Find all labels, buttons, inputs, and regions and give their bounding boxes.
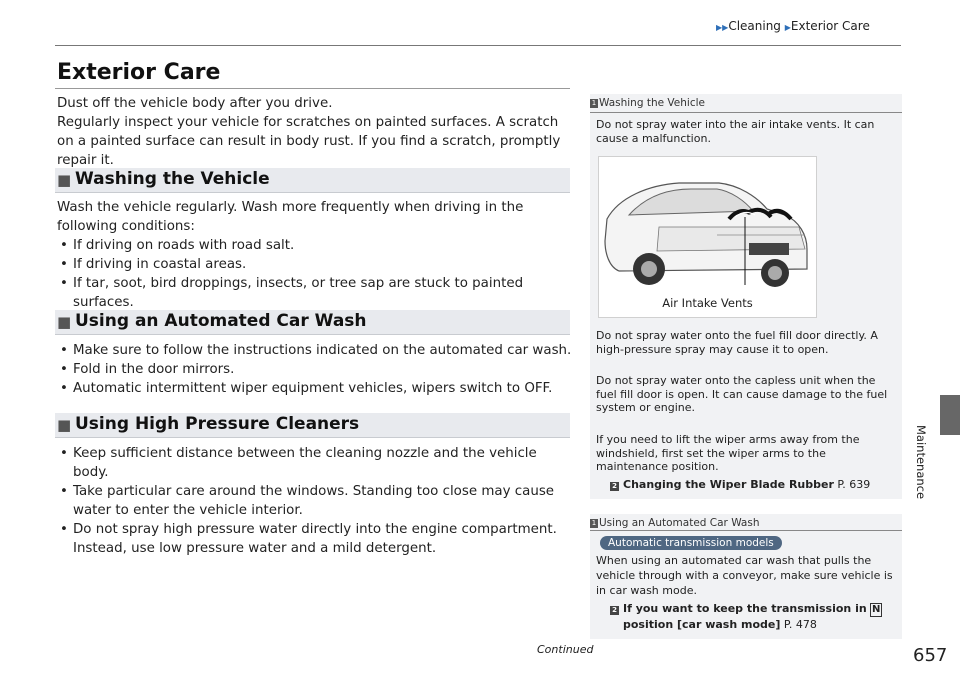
high-pressure-list — [57, 444, 572, 558]
breadcrumb-arrow-icon: ▶▶ — [716, 23, 729, 32]
model-badge: Automatic transmission models — [600, 536, 782, 550]
washing-lead: Wash the vehicle regularly. Wash more frequently when driving in the following conditions: — [57, 200, 524, 234]
sidebar-divider — [590, 530, 902, 531]
continued-label: Continued — [537, 643, 594, 656]
sidebar-paragraph: If you need to lift the wiper arms away from the windshield, first set the wiper arms to the maintenance position. — [596, 433, 860, 473]
intro-line-1: Dust off the vehicle body after you drive. — [57, 96, 333, 111]
breadcrumb-arrow-icon: ▶ — [784, 23, 791, 32]
sidebar-heading: 1 Washing the Vehicle — [591, 97, 705, 109]
reference-arrow-icon: 2 — [610, 482, 619, 491]
intro-text — [57, 94, 572, 170]
sidebar-note-automated-wash — [590, 514, 902, 639]
sidebar-divider — [590, 112, 902, 113]
sidebar-paragraph: Do not spray water onto the capless unit when the fuel fill door is open. It can cause damage to the fuel system or engine. — [596, 374, 888, 414]
list-item: • Fold in the door mirrors. — [57, 360, 572, 379]
list-item: • If driving in coastal areas. — [57, 255, 572, 274]
list-item: • If tar, soot, bird droppings, insects, or tree sap are stuck to painted surfaces. — [57, 274, 572, 312]
square-bullet-icon: ■ — [57, 171, 72, 189]
car-illustration-icon — [599, 157, 816, 317]
note-marker-icon: 1 — [591, 519, 597, 527]
image-label: Air Intake Vents — [662, 296, 753, 310]
page-number: 657 — [913, 645, 948, 666]
side-tab-label: Maintenance — [914, 425, 928, 500]
breadcrumb-item-exterior-care[interactable]: Exterior Care — [790, 19, 870, 33]
side-tab[interactable] — [940, 395, 960, 678]
cross-reference-link[interactable]: 2 If you want to keep the transmission in N position [car wash mode] P. 478 — [610, 601, 910, 633]
sidebar-heading: 1 Using an Automated Car Wash — [591, 517, 760, 529]
side-tab-marker — [940, 395, 960, 435]
square-bullet-icon: ■ — [57, 313, 72, 331]
list-item: • Do not spray high pressure water directly into the engine compartment. Instead, use low pressure water and a mild detergent. — [57, 520, 572, 558]
neutral-key-icon: N — [871, 604, 881, 615]
note-marker-icon: 1 — [591, 99, 597, 107]
page-title: Exterior Care — [57, 60, 221, 85]
title-divider — [55, 88, 570, 89]
section-heading-automated-wash: ■ Using an Automated Car Wash — [55, 310, 570, 335]
square-bullet-icon: ■ — [57, 416, 72, 434]
sidebar-note-washing — [590, 94, 902, 499]
reference-arrow-icon: 2 — [610, 606, 619, 615]
cross-reference-link[interactable]: 2 Changing the Wiper Blade Rubber P. 639 — [610, 478, 910, 492]
breadcrumb-item-cleaning[interactable]: Cleaning — [728, 19, 781, 33]
list-item: • Make sure to follow the instructions indicated on the automated car wash. — [57, 341, 572, 360]
section-heading-high-pressure: ■ Using High Pressure Cleaners — [55, 413, 570, 438]
sidebar-paragraph: Do not spray water onto the fuel fill door directly. A high-pressure spray may cause it to open. — [596, 329, 878, 356]
header-divider — [55, 45, 901, 46]
breadcrumb — [716, 19, 870, 33]
section-heading-washing: ■ Washing the Vehicle — [55, 168, 570, 193]
intro-line-2: Regularly inspect your vehicle for scratches on painted surfaces. A scratch on a painted surface can result in body rust. If you find a scratch, promptly repair it. — [57, 115, 561, 168]
sidebar-paragraph: When using an automated car wash that pulls the vehicle through with a conveyor, make sure vehicle is in car wash mode. — [596, 554, 893, 597]
list-item: • Keep sufficient distance between the cleaning nozzle and the vehicle body. — [57, 444, 572, 482]
automated-wash-list — [57, 341, 572, 398]
sidebar-paragraph: Do not spray water into the air intake vents. It can cause a malfunction. — [596, 118, 875, 145]
list-item: • Take particular care around the windows. Standing too close may cause water to enter the vehicle interior. — [57, 482, 572, 520]
list-item: • If driving on roads with road salt. — [57, 236, 572, 255]
air-intake-illustration — [598, 156, 817, 318]
washing-list — [57, 236, 572, 312]
list-item: • Automatic intermittent wiper equipment vehicles, wipers switch to OFF. — [57, 379, 572, 398]
